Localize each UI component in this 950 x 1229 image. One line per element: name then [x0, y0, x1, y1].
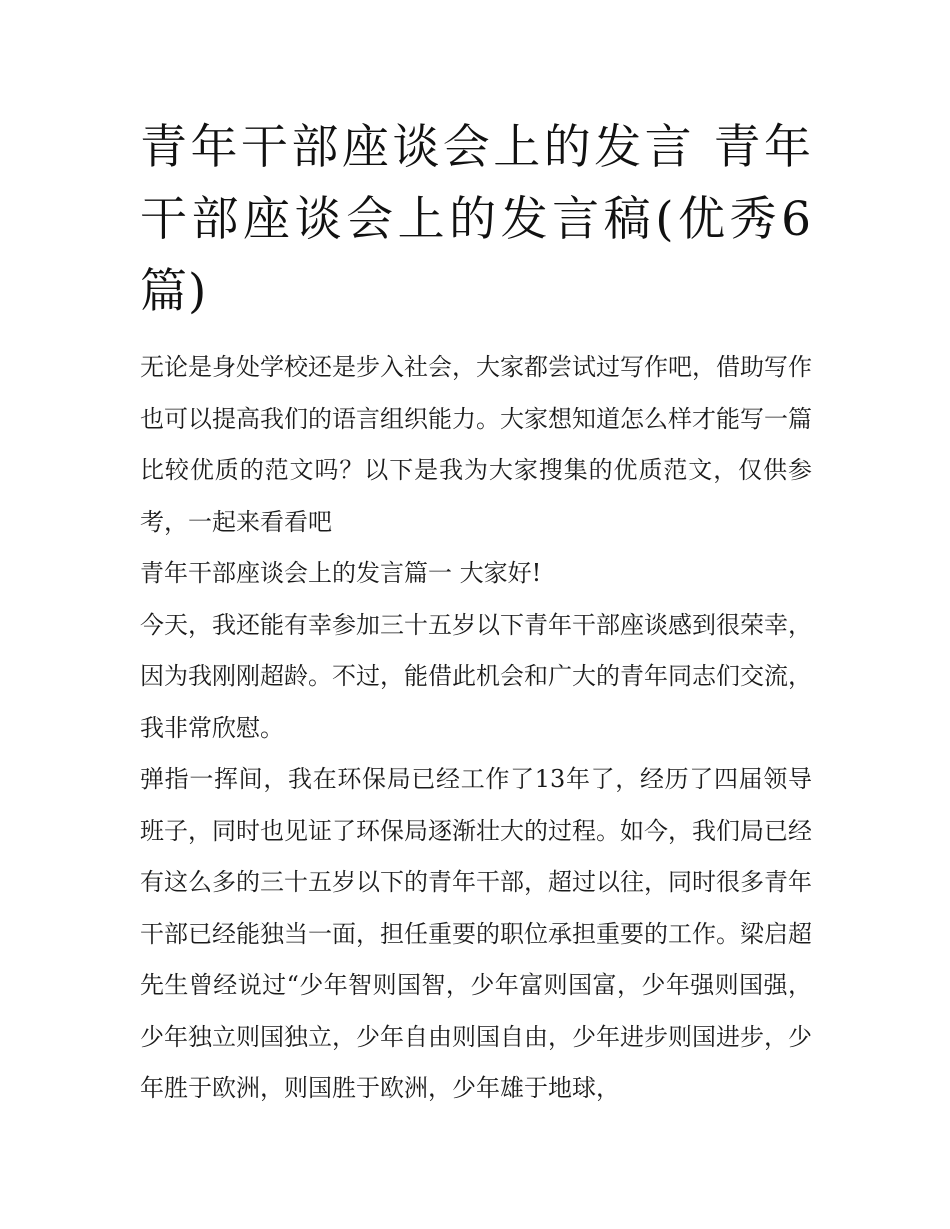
paragraph-section-heading: 青年干部座谈会上的发言篇一 大家好! — [140, 559, 542, 587]
document-title: 青年干部座谈会上的发言 青年干部座谈会上的发言稿(优秀6篇) — [140, 120, 812, 319]
paragraph-opening: 今天，我还能有幸参加三十五岁以下青年干部座谈感到很荣幸，因为我刚刚超龄。不过，能借此机会和广大的青年同志们交流，我非常欣慰。 — [140, 610, 812, 742]
paragraph-main: 弹指一挥间，我在环保局已经工作了13年了，经历了四届领导班子，同时也见证了环保局逐渐壮大的过程。如今，我们局已经有这么多的三十五岁以下的青年干部，超过以往，同时很多青年干部已经能独当一面，担任重要的职位承担重要的工作。梁启超先生曾经说过“少年智则国智，少年富则国富，少年强则国强，少年独立则国独立，少年自由则国自由，少年进步则国进步，少年胜于欧洲，则国胜于欧洲，少年雄于地球， — [140, 765, 812, 1102]
document-page — [140, 112, 812, 1115]
document-body — [140, 342, 812, 1115]
paragraph-intro: 无论是身处学校还是步入社会，大家都尝试过写作吧，借助写作也可以提高我们的语言组织能力。大家想知道怎么样才能写一篇比较优质的范文吗？以下是我为大家搜集的优质范文，仅供参考，一起来看看吧 — [140, 353, 812, 536]
